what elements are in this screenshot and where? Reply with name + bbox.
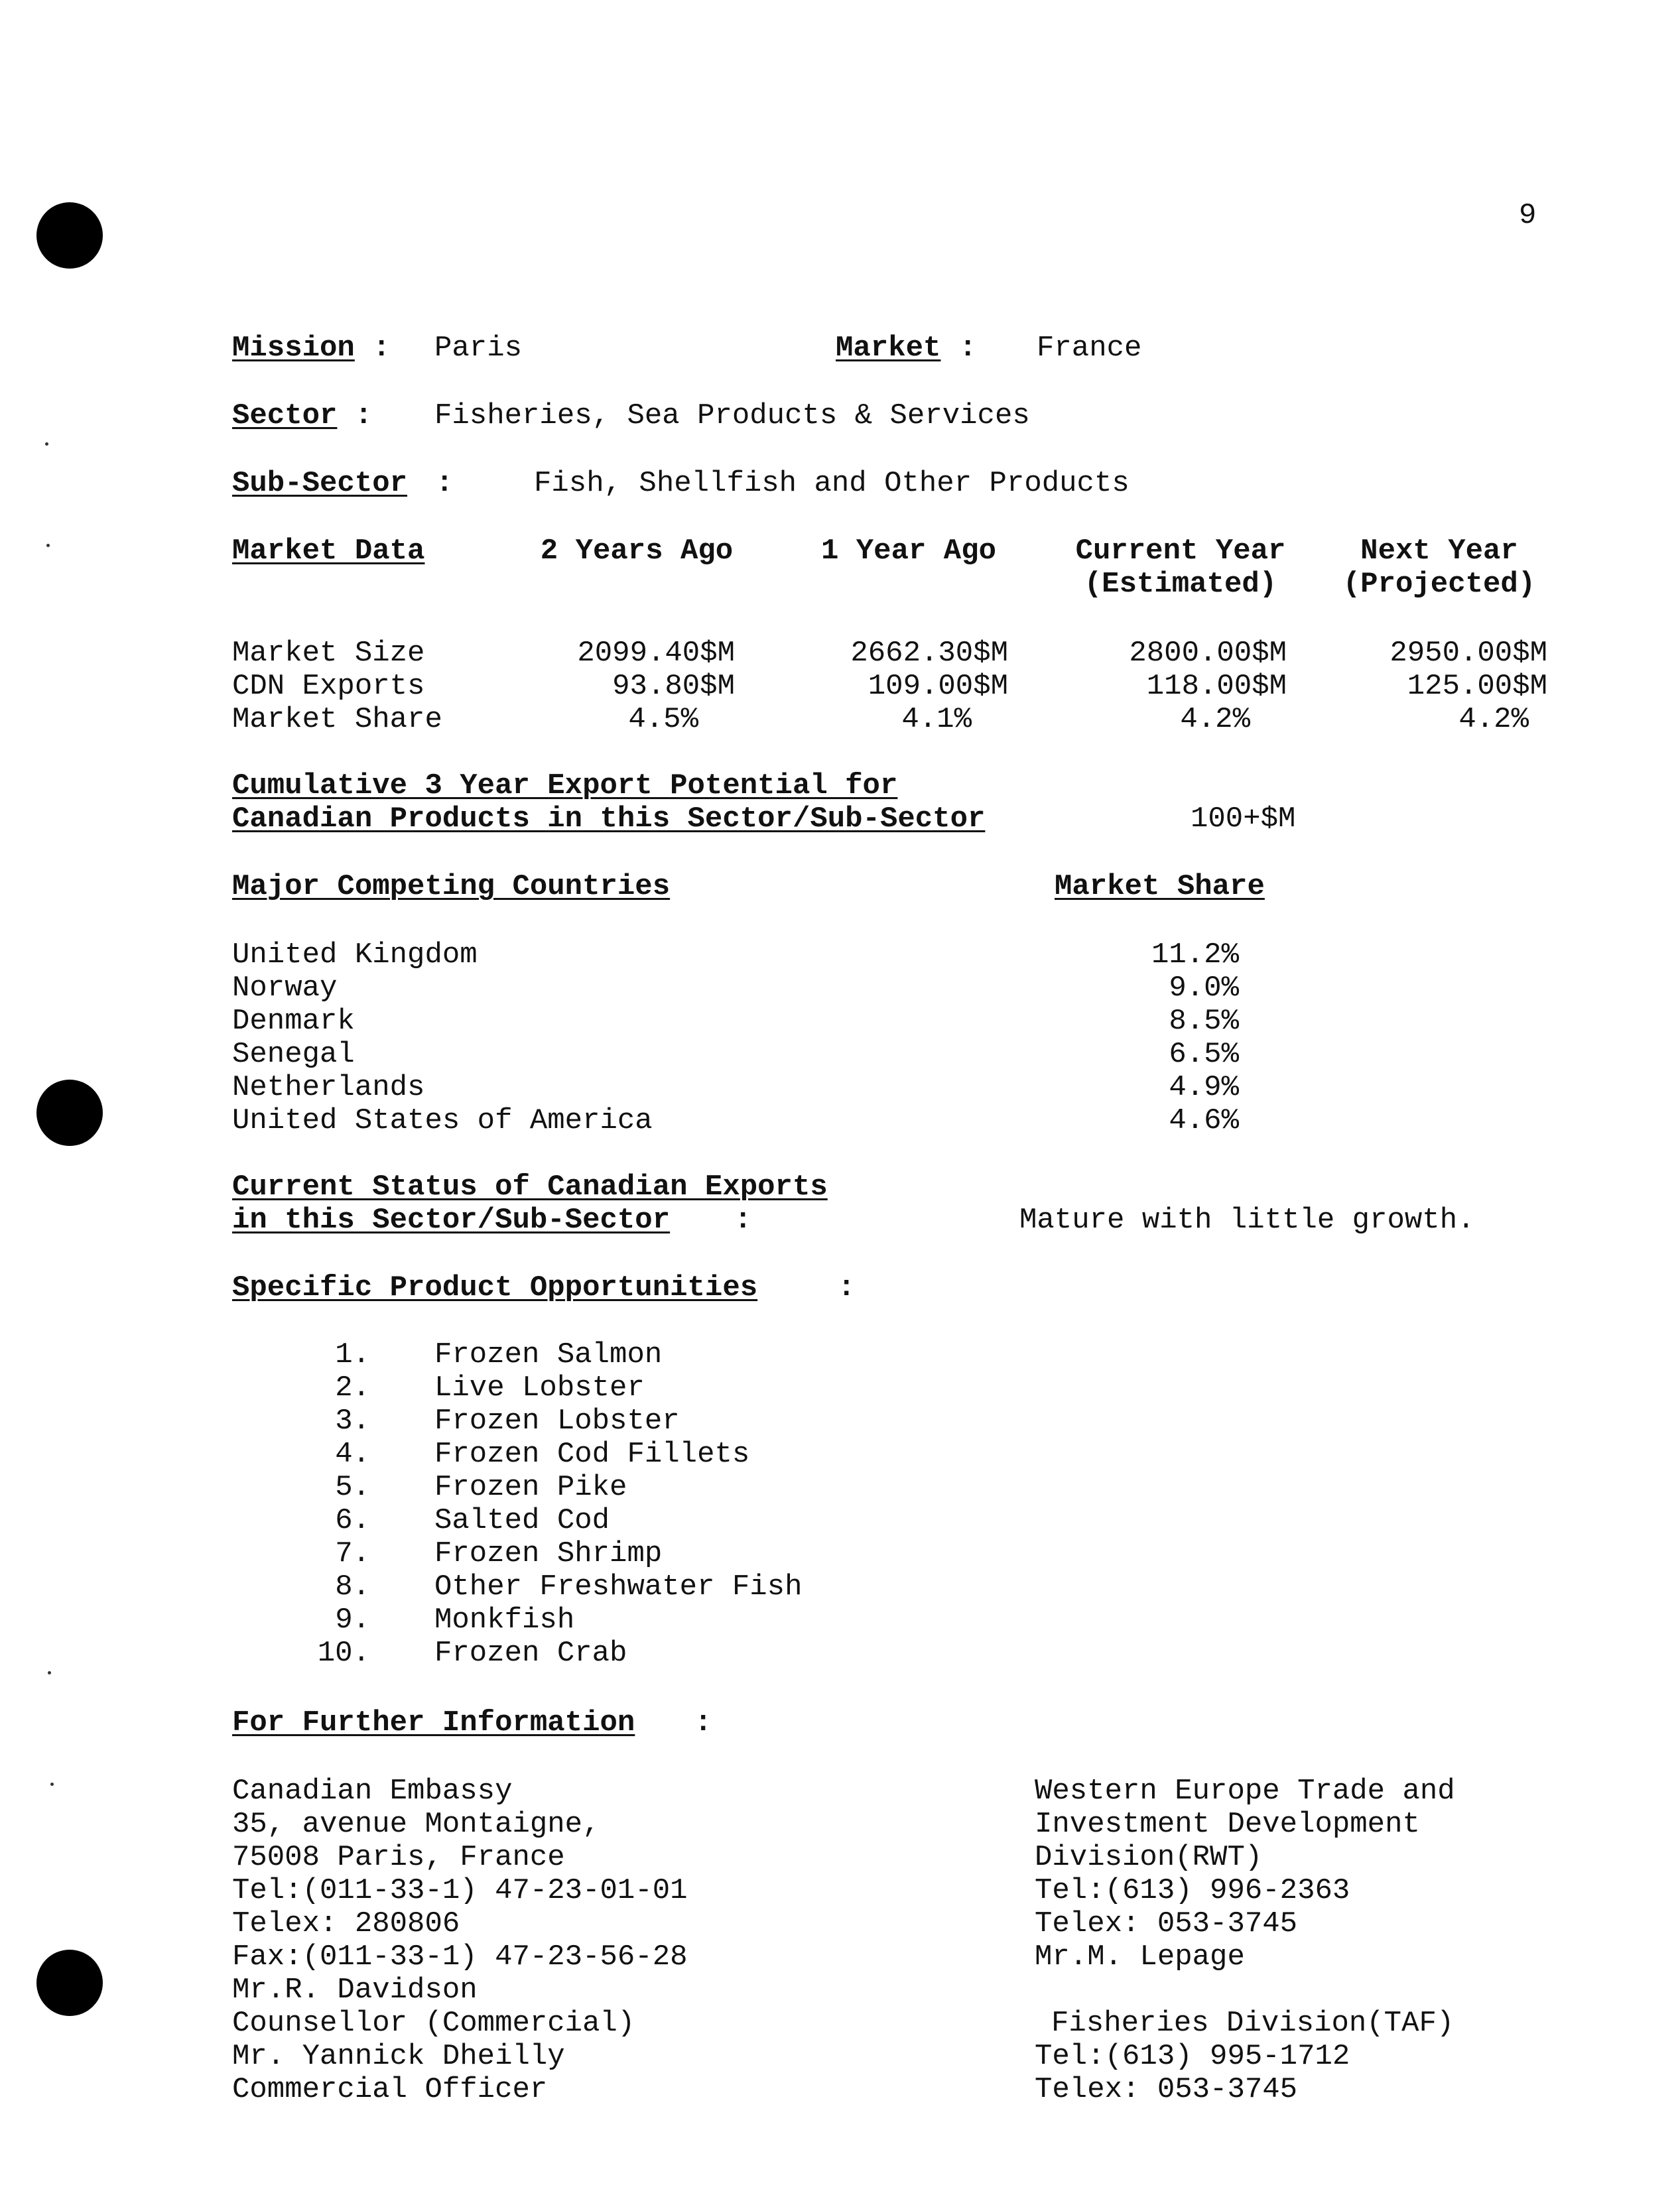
current-status-colon: : <box>734 1204 752 1237</box>
list-number: 8. <box>335 1570 370 1604</box>
contact-line: Fax:(011-33-1) 47-23-56-28 <box>232 1940 688 1974</box>
current-status-value: Mature with little growth. <box>1019 1204 1475 1237</box>
contact-line: Mr.R. Davidson <box>232 1974 478 2007</box>
list-number: 5. <box>335 1471 370 1504</box>
column-header-subtitle: (Estimated) <box>1084 568 1277 601</box>
country-share: 4.6% <box>1169 1104 1239 1137</box>
punch-hole <box>36 202 103 269</box>
column-header-subtitle: (Projected) <box>1342 568 1536 601</box>
scan-speck <box>46 544 50 547</box>
mission-value: Paris <box>434 332 523 365</box>
country-name: United States of America <box>232 1104 653 1137</box>
table-cell: 118.00$M <box>1146 670 1287 703</box>
export-potential-label: Canadian Products in this Sector/Sub-Sector <box>232 802 986 836</box>
contact-line: Tel:(011-33-1) 47-23-01-01 <box>232 1874 688 1907</box>
market-colon: : <box>959 332 977 365</box>
country-name: Denmark <box>232 1005 355 1038</box>
list-item: Other Freshwater Fish <box>434 1570 803 1604</box>
sub-sector-label: Sub-Sector <box>232 467 408 500</box>
sub-sector-value: Fish, Shellfish and Other Products <box>534 467 1130 500</box>
mission-label: Mission <box>232 332 355 365</box>
list-item: Live Lobster <box>434 1371 645 1405</box>
contact-line: Telex: 280806 <box>232 1907 460 1940</box>
export-potential-value: 100+$M <box>1191 802 1296 836</box>
table-cell: 2662.30$M <box>850 637 1008 670</box>
contact-line: Canadian Embassy <box>232 1775 513 1808</box>
table-cell: 4.2% <box>1180 703 1250 736</box>
market-value: France <box>1037 332 1142 365</box>
contact-line: Division(RWT) <box>1035 1841 1263 1874</box>
list-item: Frozen Crab <box>434 1637 627 1670</box>
country-share: 8.5% <box>1169 1005 1239 1038</box>
current-status-label: in this Sector/Sub-Sector <box>232 1204 671 1237</box>
market-label: Market <box>836 332 941 365</box>
country-share: 6.5% <box>1169 1038 1239 1071</box>
scan-speck <box>48 1671 51 1674</box>
opportunities-title: Specific Product Opportunities <box>232 1271 758 1304</box>
row-label: Market Share <box>232 703 442 736</box>
competitors-share-title: Market Share <box>1055 870 1265 903</box>
contact-line: Telex: 053-3745 <box>1035 2073 1298 2106</box>
sector-label: Sector <box>232 399 338 432</box>
country-share: 9.0% <box>1169 972 1239 1005</box>
scan-speck <box>50 1783 54 1786</box>
list-number: 4. <box>335 1438 370 1471</box>
table-cell: 2800.00$M <box>1129 637 1287 670</box>
row-label: Market Size <box>232 637 425 670</box>
list-number: 9. <box>335 1604 370 1637</box>
contact-line: Fisheries Division(TAF) <box>1051 2007 1454 2040</box>
table-cell: 2099.40$M <box>577 637 735 670</box>
row-label: CDN Exports <box>232 670 425 703</box>
table-cell: 2950.00$M <box>1389 637 1547 670</box>
contact-line: Telex: 053-3745 <box>1035 1907 1298 1940</box>
contact-line: 75008 Paris, France <box>232 1841 565 1874</box>
page-number: 9 <box>1519 199 1537 232</box>
country-share: 4.9% <box>1169 1071 1239 1104</box>
column-header: 2 Years Ago <box>540 535 734 568</box>
column-header: 1 Year Ago <box>820 535 997 568</box>
table-cell: 93.80$M <box>612 670 735 703</box>
table-cell: 109.00$M <box>868 670 1008 703</box>
punch-hole <box>36 1950 103 2016</box>
list-item: Salted Cod <box>434 1504 610 1537</box>
contact-line: Tel:(613) 996-2363 <box>1035 1874 1350 1907</box>
contact-line: Western Europe Trade and <box>1035 1775 1455 1808</box>
further-info-title: For Further Information <box>232 1706 635 1739</box>
table-cell: 4.1% <box>901 703 972 736</box>
contact-line: Mr.M. Lepage <box>1035 1940 1245 1974</box>
column-header: Next Year <box>1360 535 1518 568</box>
list-item: Monkfish <box>434 1604 575 1637</box>
sector-value: Fisheries, Sea Products & Services <box>434 399 1030 432</box>
market-data-title: Market Data <box>232 535 425 568</box>
list-item: Frozen Cod Fillets <box>434 1438 750 1471</box>
list-number: 2. <box>335 1371 370 1405</box>
country-name: Netherlands <box>232 1071 425 1104</box>
list-item: Frozen Shrimp <box>434 1537 663 1570</box>
contact-line: Commercial Officer <box>232 2073 548 2106</box>
contact-line: Mr. Yannick Dheilly <box>232 2040 565 2073</box>
list-number: 7. <box>335 1537 370 1570</box>
list-item: Frozen Lobster <box>434 1405 680 1438</box>
list-number: 1. <box>335 1338 370 1371</box>
competitors-title: Major Competing Countries <box>232 870 671 903</box>
contact-line: 35, avenue Montaigne, <box>232 1808 600 1841</box>
list-number: 6. <box>335 1504 370 1537</box>
mission-colon: : <box>373 332 391 365</box>
country-name: Norway <box>232 972 338 1005</box>
country-name: United Kingdom <box>232 938 478 972</box>
list-item: Frozen Pike <box>434 1471 627 1504</box>
sector-colon: : <box>355 399 373 432</box>
current-status-label: Current Status of Canadian Exports <box>232 1170 828 1204</box>
country-name: Senegal <box>232 1038 355 1071</box>
further-info-colon: : <box>694 1706 712 1739</box>
opportunities-colon: : <box>838 1271 856 1304</box>
table-cell: 125.00$M <box>1407 670 1547 703</box>
sub-sector-colon: : <box>436 467 454 500</box>
punch-hole <box>36 1080 103 1146</box>
export-potential-label: Cumulative 3 Year Export Potential for <box>232 769 898 802</box>
scan-speck <box>45 442 48 446</box>
country-share: 11.2% <box>1151 938 1239 972</box>
column-header: Current Year <box>1075 535 1286 568</box>
list-number: 10. <box>317 1637 370 1670</box>
table-cell: 4.2% <box>1458 703 1529 736</box>
table-cell: 4.5% <box>628 703 698 736</box>
contact-line: Counsellor (Commercial) <box>232 2007 635 2040</box>
contact-line: Tel:(613) 995-1712 <box>1035 2040 1350 2073</box>
list-number: 3. <box>335 1405 370 1438</box>
list-item: Frozen Salmon <box>434 1338 663 1371</box>
contact-line: Investment Development <box>1035 1808 1420 1841</box>
